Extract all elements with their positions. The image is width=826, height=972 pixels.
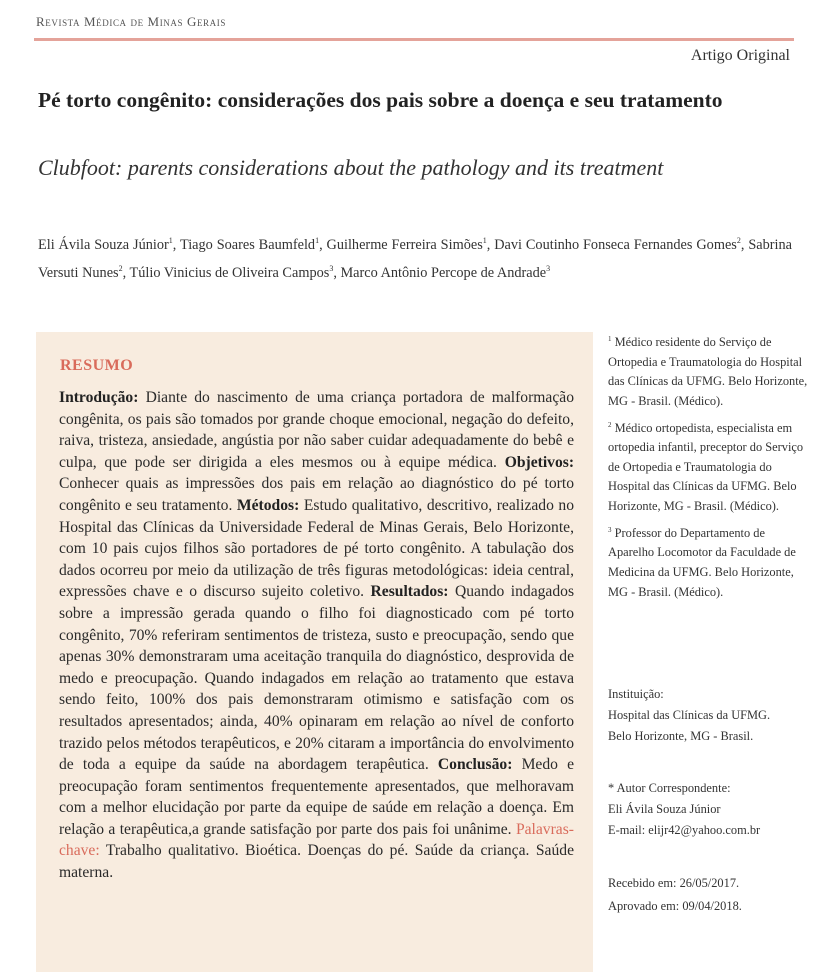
results-text: Quando indagados sobre a impressão gerada quando o filho foi diagnosticado com pé torto congênito, 70% referiram sentimentos de tristeza, susto e preocupação, sendo que apenas 30% demonstraram uma aceitação tranquila do diagnóstico, desprovida de medo e preocupação. Quando indagados em relação ao tratamento que estava sendo feito, 100% dos pais demonstraram otimismo e satisfação com os resultados apresentados; ainda, 40% opinaram em relação ao nível de conforto trazido pelos métodos terapêuticos, e 20% citaram a importância do envolvimento de toda a equipe da saúde na abordagem terapêutica. [59, 583, 575, 774]
correspondence-name: Eli Ávila Souza Júnior [608, 802, 721, 816]
author-name: Marco Antônio Percope de Andrade [340, 264, 547, 281]
author-name: Tiago Soares Baumfeld [179, 236, 316, 253]
objectives-text: Conhecer quais as impressões dos pais em relação ao diagnóstico do pé torto congênito e seu tratamento. [59, 475, 574, 514]
abstract-heading: RESUMO [60, 357, 134, 374]
author-affiliation-num: 1 [168, 236, 173, 245]
methods-text: Estudo qualitativo, descritivo, realizado no Hospital das Clínicas da Universidade Federal de Minas Gerais, Belo Horizonte, com 10 pais cujos filhos são portadores de pé torto congênito. A tabulação dos dados ocorreu por meio da utilização de três figuras metodológicas: ideia central, expressões chave e o discurso sujeito coletivo. [59, 496, 575, 601]
affiliations [608, 330, 808, 606]
methods-label: Métodos: [236, 496, 300, 514]
author-affiliation-num: 3 [329, 263, 334, 273]
author-name: Eli Ávila Souza Júnior [38, 236, 169, 253]
author-name: Guilherme Ferreira Simões [326, 236, 483, 253]
correspondence-email[interactable]: E-mail: elijr42@yahoo.com.br [608, 823, 761, 837]
article-type: Artigo Original [690, 47, 790, 64]
affiliation-2 [608, 416, 808, 517]
correspondence-label: * Autor Correspondente: [608, 781, 731, 795]
institution-line1: Hospital das Clínicas da UFMG. [608, 708, 771, 722]
affiliation-1 [608, 330, 808, 412]
author-affiliation-num: 1 [315, 236, 320, 245]
keywords-text: Trabalho qualitativo. Bioética. Doenças do pé. Saúde da criança. Saúde materna. [59, 842, 574, 882]
abstract-text [59, 387, 574, 884]
received-date: Recebido em: 26/05/2017. [608, 876, 740, 890]
affiliation-1-num: 1 [608, 335, 612, 343]
journal-name: Revista Médica de Minas Gerais [36, 14, 226, 29]
author-affiliation-num: 2 [118, 263, 123, 273]
results-label: Resultados: [370, 583, 449, 601]
keywords-label: Palavras-chave: [59, 820, 574, 860]
title-portuguese: Pé torto congênito: considerações dos pais sobre a doença e seu tratamento [38, 88, 723, 112]
institution-label: Instituição: [608, 687, 664, 701]
institution-block [608, 684, 808, 747]
title-english: Clubfoot: parents considerations about the pathology and its treatment [38, 155, 664, 180]
author-affiliation-num: 1 [482, 236, 487, 245]
affiliation-2-text: Médico ortopedista, especialista em ortopedia infantil, preceptor do Serviço de Ortopedia e Traumatologia do Hospital das Clínicas da UFMG. Belo Horizonte, MG - Brasil. (Médico). [608, 420, 804, 513]
author-affiliation-num: 3 [546, 263, 551, 273]
conclusion-text: Medo e preocupação foram sentimentos frequentemente apresentados, que melhoravam com a melhor elucidação por parte da equipe de saúde em relação a doença. Em relação a terapêutica,a grande satisfação por parte dos pais foi unânime. [59, 756, 575, 838]
dates-block [608, 872, 808, 918]
approved-date: Aprovado em: 09/04/2018. [608, 899, 742, 913]
abstract-box [36, 332, 593, 972]
affiliation-3 [608, 521, 808, 603]
institution-line2: Belo Horizonte, MG - Brasil. [608, 729, 754, 743]
correspondence-block [608, 778, 808, 841]
affiliation-1-text: Médico residente do Serviço de Ortopedia e Traumatologia do Hospital das Clínicas da UFMG. Belo Horizonte, MG - Brasil. (Médico). [608, 335, 808, 408]
affiliation-3-num: 3 [608, 525, 612, 534]
affiliation-2-num: 2 [608, 420, 612, 429]
author-name: Túlio Vinicius de Oliveira Campos [129, 264, 330, 281]
intro-label: Introdução: [59, 389, 139, 406]
author-list: Eli Ávila Souza Júnior$^1$, Tiago Soares Baumfeld$^1$, Guilherme Ferreira Simões$^1$, Davi Coutinho Fonseca Fernandes Gomes$^2$, Sabrina Versuti Nunes$^2$, Túlio Vinicius de Oliveira Campos$^3$, Marco Antônio Percope de Andrade$^3$ [38, 236, 792, 281]
objectives-label: Objetivos: [504, 453, 575, 471]
intro-text: Diante do nascimento de uma criança portadora de malformação congênita, os pais são tomados por grande choque emocional, negação do defeito, raiva, tristeza, ansiedade, angústia por não saber cuidar adequadamente do bebê e culpa, que pode ser dirigida a eles mesmos ou à equipe médica. [59, 389, 574, 471]
author-affiliation-num: 2 [736, 236, 741, 245]
author-name: Sabrina Versuti Nunes [38, 236, 792, 281]
header-rule [34, 38, 794, 41]
conclusion-label: Conclusão: [437, 756, 513, 774]
author-name: Davi Coutinho Fonseca Fernandes Gomes [494, 236, 737, 253]
affiliation-3-text: Professor do Departamento de Aparelho Locomotor da Faculdade de Medicina da UFMG. Belo Horizonte, MG - Brasil. (Médico). [608, 525, 796, 599]
